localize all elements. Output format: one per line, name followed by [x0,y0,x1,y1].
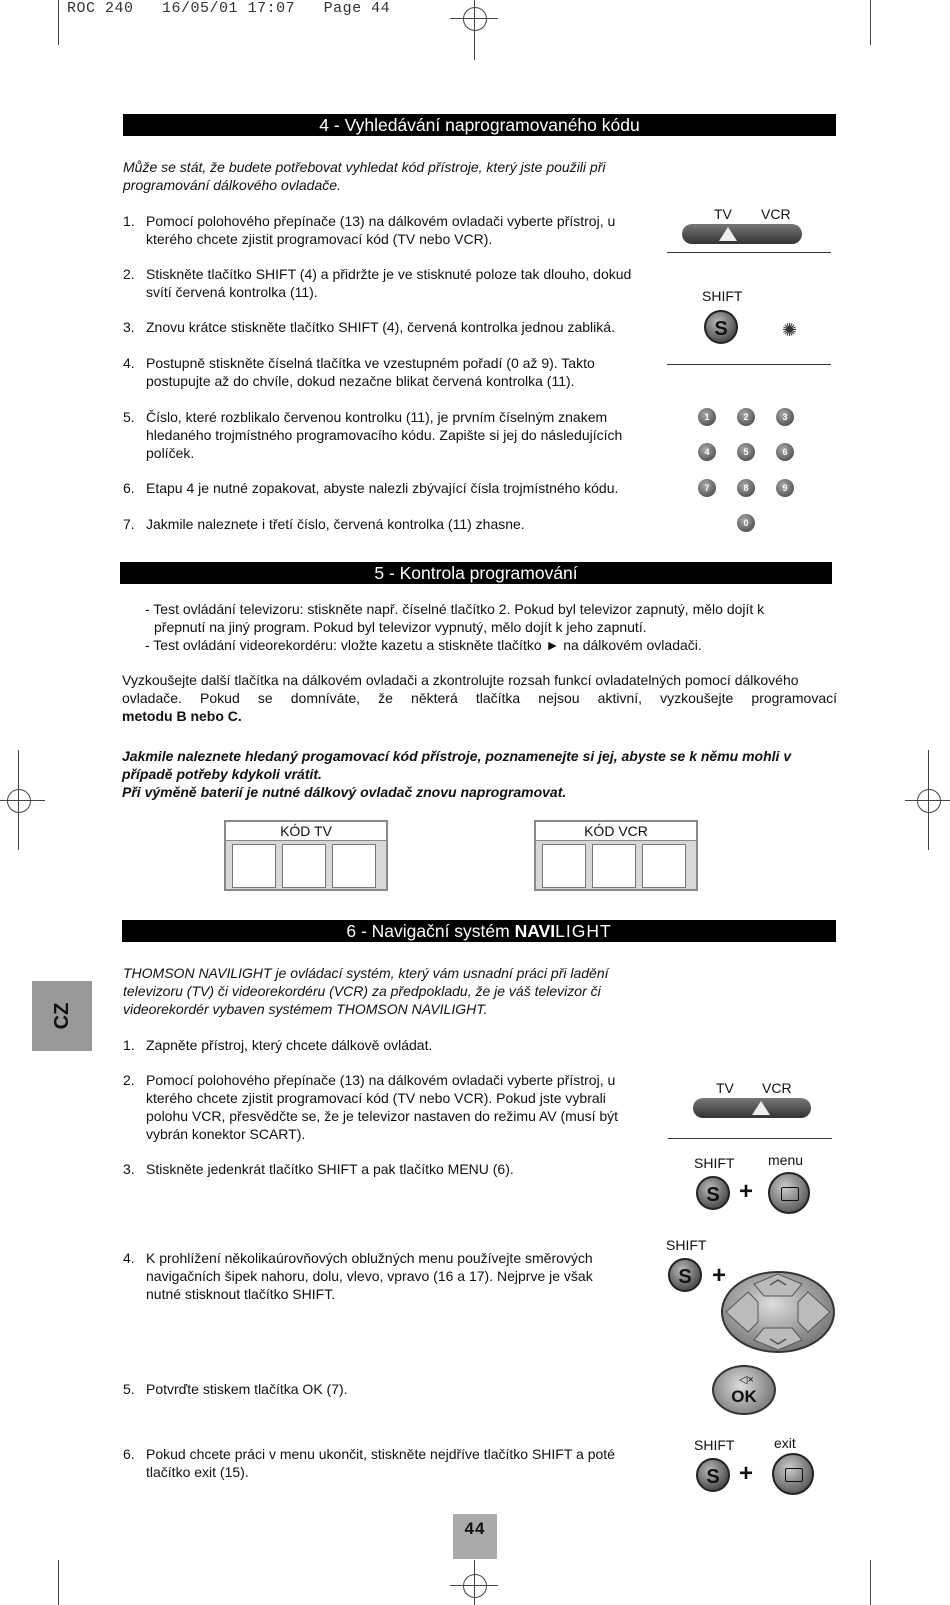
step-line: tlačítko exit (15). [146,1464,249,1480]
page-number: 44 [453,1514,497,1559]
code-box-tv-caption: KÓD TV [226,822,386,841]
step-text [146,1036,432,1054]
navi-logo-light: LIGHT [555,921,612,941]
switch-pointer-icon [752,1101,770,1115]
menu-label: menu [768,1152,804,1168]
step-number: 4. [123,355,135,371]
step-line: postupujte až do chvíle, dokud nezačne blikat červená kontrolka (11). [146,373,575,389]
step-text [146,318,615,336]
code-digit-cell[interactable] [282,844,326,888]
mute-icon: ◁× [739,1374,754,1386]
code-box-tv [224,820,388,891]
step-text [146,1249,593,1303]
print-time: 17:07 [247,0,296,17]
step-text [146,479,618,497]
code-box-vcr [534,820,698,891]
step-number: 3. [123,319,135,335]
code-digit-cell[interactable] [642,844,686,888]
step-number: 7. [123,516,135,532]
digit-key-icon: 5 [737,443,755,461]
led-blink-icon: ✺ [782,320,798,340]
digit-key-icon: 8 [737,479,755,497]
step-line: Pokud chcete práci v menu ukončit, stiskněte nejdříve tlačítko SHIFT a poté [146,1446,615,1462]
vcr-label: VCR [761,206,791,222]
ok-button-icon [712,1365,776,1415]
tv-vcr-switch [682,224,802,244]
step-line: kterého chcete zjistit programovací kód (TV nebo VCR). [146,231,493,247]
step-line: Pomocí polohového přepínače (13) na dálkovém ovladači vyberte přístroj, u [146,1072,616,1088]
step-line: Číslo, které rozblikalo červenou kontrolku (11), je prvním číselným znakem [146,409,608,425]
step-line: svítí červená kontrolka (11). [146,284,318,300]
shift-button: S [704,310,738,344]
step-line: nutné stisknout tlačítko SHIFT. [146,1286,336,1302]
step-item [123,1445,643,1480]
step-item [123,265,643,300]
step-text [146,265,631,301]
section-5-note [122,747,837,801]
registration-circle [917,789,941,813]
step-line: Stiskněte tlačítko SHIFT (4) a přidržte je ve stisknuté poloze tak dlouho, dokud [146,266,632,282]
step-number: 5. [123,409,135,425]
step-number: 4. [123,1250,135,1266]
shift-button: S [696,1176,730,1210]
step-text [146,1071,618,1143]
step-number: 1. [123,1037,135,1053]
crop-mark [870,0,871,45]
shift-label: SHIFT [694,1437,735,1453]
digit-key-icon: 4 [698,443,716,461]
bullet-vcr-test: - Test ovládání videorekordéru: vložte kazetu a stiskněte tlačítko ► na dálkovém ovladači. [145,637,702,653]
step-number: 5. [123,1381,135,1397]
step-item [123,408,643,461]
section-6-intro [123,964,643,1018]
step-line: Potvrďte stiskem tlačítka OK (7). [146,1381,348,1397]
intro-line: televizoru (TV) či videorekordéru (VCR) za předpokladu, že je váš televizor či [123,983,601,999]
language-tab [32,981,92,1051]
step-line: Postupně stiskněte číselná tlačítka ve vzestupném pořadí (0 až 9). Takto [146,355,595,371]
bullet-tv-test-cont: přepnutí na jiný program. Pokud byl televizor vypnutý, mělo dojít k jeho zapnutí. [154,619,647,635]
tv-label: TV [716,1080,734,1096]
exit-button-icon [772,1453,814,1495]
plus-sign: + [739,1178,754,1205]
navigation-pad-icon [720,1270,836,1354]
plus-sign: + [739,1460,754,1487]
crop-mark [870,1560,871,1605]
code-digit-cell[interactable] [542,844,586,888]
crop-mark [58,1560,59,1605]
step-text [146,212,615,248]
divider [667,364,831,365]
digit-key-icon: 7 [698,479,716,497]
digit-key-icon: 9 [776,479,794,497]
digit-key-icon: 6 [776,443,794,461]
step-item [123,1249,643,1302]
menu-button-icon [768,1172,810,1214]
step-number: 3. [123,1161,135,1177]
digit-key-icon: 2 [737,408,755,426]
section-5-paragraph [122,671,837,725]
shift-button: S [696,1458,730,1492]
para-line: Vyzkoušejte další tlačítka na dálkovém ovladači a zkontrolujte rozsah funkcí ovladatelných pomocí dálkového [122,672,799,688]
step-item [123,212,643,247]
step-number: 2. [123,1072,135,1088]
shift-label: SHIFT [666,1237,707,1253]
print-date: 16/05/01 [162,0,239,17]
exit-label: exit [774,1435,796,1451]
shift-label: SHIFT [702,288,743,304]
code-digit-cell[interactable] [232,844,276,888]
step-text [146,515,525,533]
bullet-tv-test: - Test ovládání televizoru: stiskněte např. číselné tlačítko 2. Pokud byl televizor zapnutý, mělo dojít k [145,601,765,617]
step-item [123,318,643,336]
step-line: vybrán konektor SCART). [146,1126,306,1142]
note-line: Při výměně baterií je nutné dálkový ovladač znovu naprogramovat. [122,784,567,800]
code-box-vcr-caption: KÓD VCR [536,822,696,841]
doc-code: ROC 240 [67,0,134,17]
shift-button: S [668,1258,702,1292]
section-6-title [122,920,836,942]
step-text [146,408,622,462]
section-4-title: 4 - Vyhledávání naprogramovaného kódu [123,114,836,136]
para-line: metodu B nebo C. [122,708,242,724]
step-item [123,1071,643,1142]
code-digit-cell[interactable] [592,844,636,888]
language-code: CZ [51,1002,73,1030]
intro-line: videorekordér vybaven systémem THOMSON NAVILIGHT. [123,1001,488,1017]
crop-mark [58,0,59,45]
step-number: 6. [123,480,135,496]
step-line: Etapu 4 je nutné zopakovat, abyste nalezli zbývající čísla trojmístného kódu. [146,480,619,496]
step-line: Stiskněte jedenkrát tlačítko SHIFT a pak tlačítko MENU (6). [146,1161,514,1177]
digit-key-icon: 3 [776,408,794,426]
step-number: 6. [123,1446,135,1462]
section-5-bullets [145,600,835,654]
print-header [67,0,390,17]
step-line: polohu VCR, přesvědčte se, že je televizor nastaven do režimu AV (musí být [146,1108,619,1124]
switch-pointer-icon [719,227,737,241]
step-line: K prohlížení několikaúrovňových oblužných menu používejte směrových [146,1250,593,1266]
step-line: kterého chcete zjistit programovací kód (TV nebo VCR). Pokud jste vybrali [146,1090,606,1106]
section-6-title-text: 6 - Navigační systém [346,921,515,941]
digit-key-icon: 1 [698,408,716,426]
step-item [123,1036,643,1054]
step-text [146,1380,348,1398]
step-item [123,515,643,533]
registration-circle [463,7,487,31]
step-line: Zapněte přístroj, který chcete dálkově ovládat. [146,1037,433,1053]
step-line: políček. [146,445,195,461]
registration-circle [463,1574,487,1598]
tv-label: TV [714,206,732,222]
step-item [123,354,643,389]
ok-label: OK [731,1387,757,1406]
intro-line: THOMSON NAVILIGHT je ovládací systém, který vám usnadní práci při ladění [123,965,609,981]
step-text [146,1160,514,1178]
plus-sign: + [712,1262,727,1289]
step-text [146,354,595,390]
vcr-label: VCR [762,1080,792,1096]
navi-logo-bold: NAVI [514,921,556,941]
step-number: 2. [123,266,135,282]
step-line: Pomocí polohového přepínače (13) na dálkovém ovladači vyberte přístroj, u [146,213,616,229]
registration-circle [7,789,31,813]
step-item [123,1160,643,1178]
digit-key-icon: 0 [737,514,755,532]
note-line: Jakmile naleznete hledaný progamovací kód přístroje, poznamenejte si jej, abyste se k němu mohli v [122,748,792,764]
step-line: Znovu krátce stiskněte tlačítko SHIFT (4), červená kontrolka jednou zabliká. [146,319,615,335]
section-5-title: 5 - Kontrola programování [120,562,832,584]
step-line: navigačních šipek nahoru, dolu, vlevo, vpravo (16 a 17). Nejprve je však [146,1268,593,1284]
step-line: Jakmile naleznete i třetí číslo, červená kontrolka (11) zhasne. [146,516,525,532]
note-line: případě potřeby kdykoli vrátit. [122,766,322,782]
step-line: hledaného trojmístného programovacího kódu. Zapište si jej do následujících [146,427,623,443]
divider [668,1138,832,1139]
step-text [146,1445,615,1481]
section-4-intro: Může se stát, že budete potřebovat vyhledat kód přístroje, který jste použili při programování dálkového ovladače. [123,159,606,193]
shift-label: SHIFT [694,1155,735,1171]
print-page: Page 44 [323,0,391,17]
code-digit-cell[interactable] [332,844,376,888]
divider [667,252,831,253]
step-number: 1. [123,213,135,229]
step-item [123,479,643,497]
step-item [123,1380,643,1398]
para-line: ovladače. Pokud se domníváte, že některá tlačítka nejsou aktivní, vyzkoušejte programovací [122,690,837,706]
